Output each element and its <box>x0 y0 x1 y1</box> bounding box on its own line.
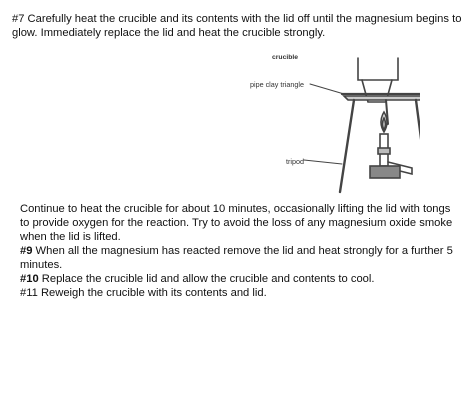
crucible-lid <box>358 58 398 80</box>
step-9-text: When all the magnesium has reacted remove the lid and heat strongly for a further 5 minutes. <box>20 245 453 271</box>
step-9 <box>20 244 460 272</box>
tripod-top <box>344 96 420 100</box>
step-10 <box>20 272 460 286</box>
bunsen-tripod-diagram <box>250 52 420 198</box>
bunsen-burner-base <box>370 166 400 178</box>
step-7-text: #7 Carefully heat the crucible and its contents with the lid off until the magnesium begins to glow. Immediately replace the lid and heat the crucible strongly. <box>12 13 462 39</box>
step-10-text: Replace the crucible lid and allow the crucible and contents to cool. <box>38 273 375 285</box>
step-10-number: #10 <box>20 273 39 285</box>
label-crucible: crucible <box>272 54 299 61</box>
apparatus-drawing <box>250 52 420 198</box>
step-11: #11 Reweigh the crucible with its contents and lid. <box>20 287 267 299</box>
tripod-leg-left <box>340 100 354 192</box>
label-tripod: tripod <box>286 157 304 166</box>
tripod-leg-right <box>416 100 420 192</box>
label-pipe-clay-triangle: pipe clay triangle <box>250 80 304 89</box>
step-9-number: #9 <box>20 245 33 257</box>
continue-heating-text: Continue to heat the crucible for about 10 minutes, occasionally lifting the lid with tongs to provide oxygen for the reaction. Try to avoid the loss of any magnesium oxide smoke when the lid is lifted. <box>20 203 453 243</box>
instructions-block <box>20 202 460 300</box>
